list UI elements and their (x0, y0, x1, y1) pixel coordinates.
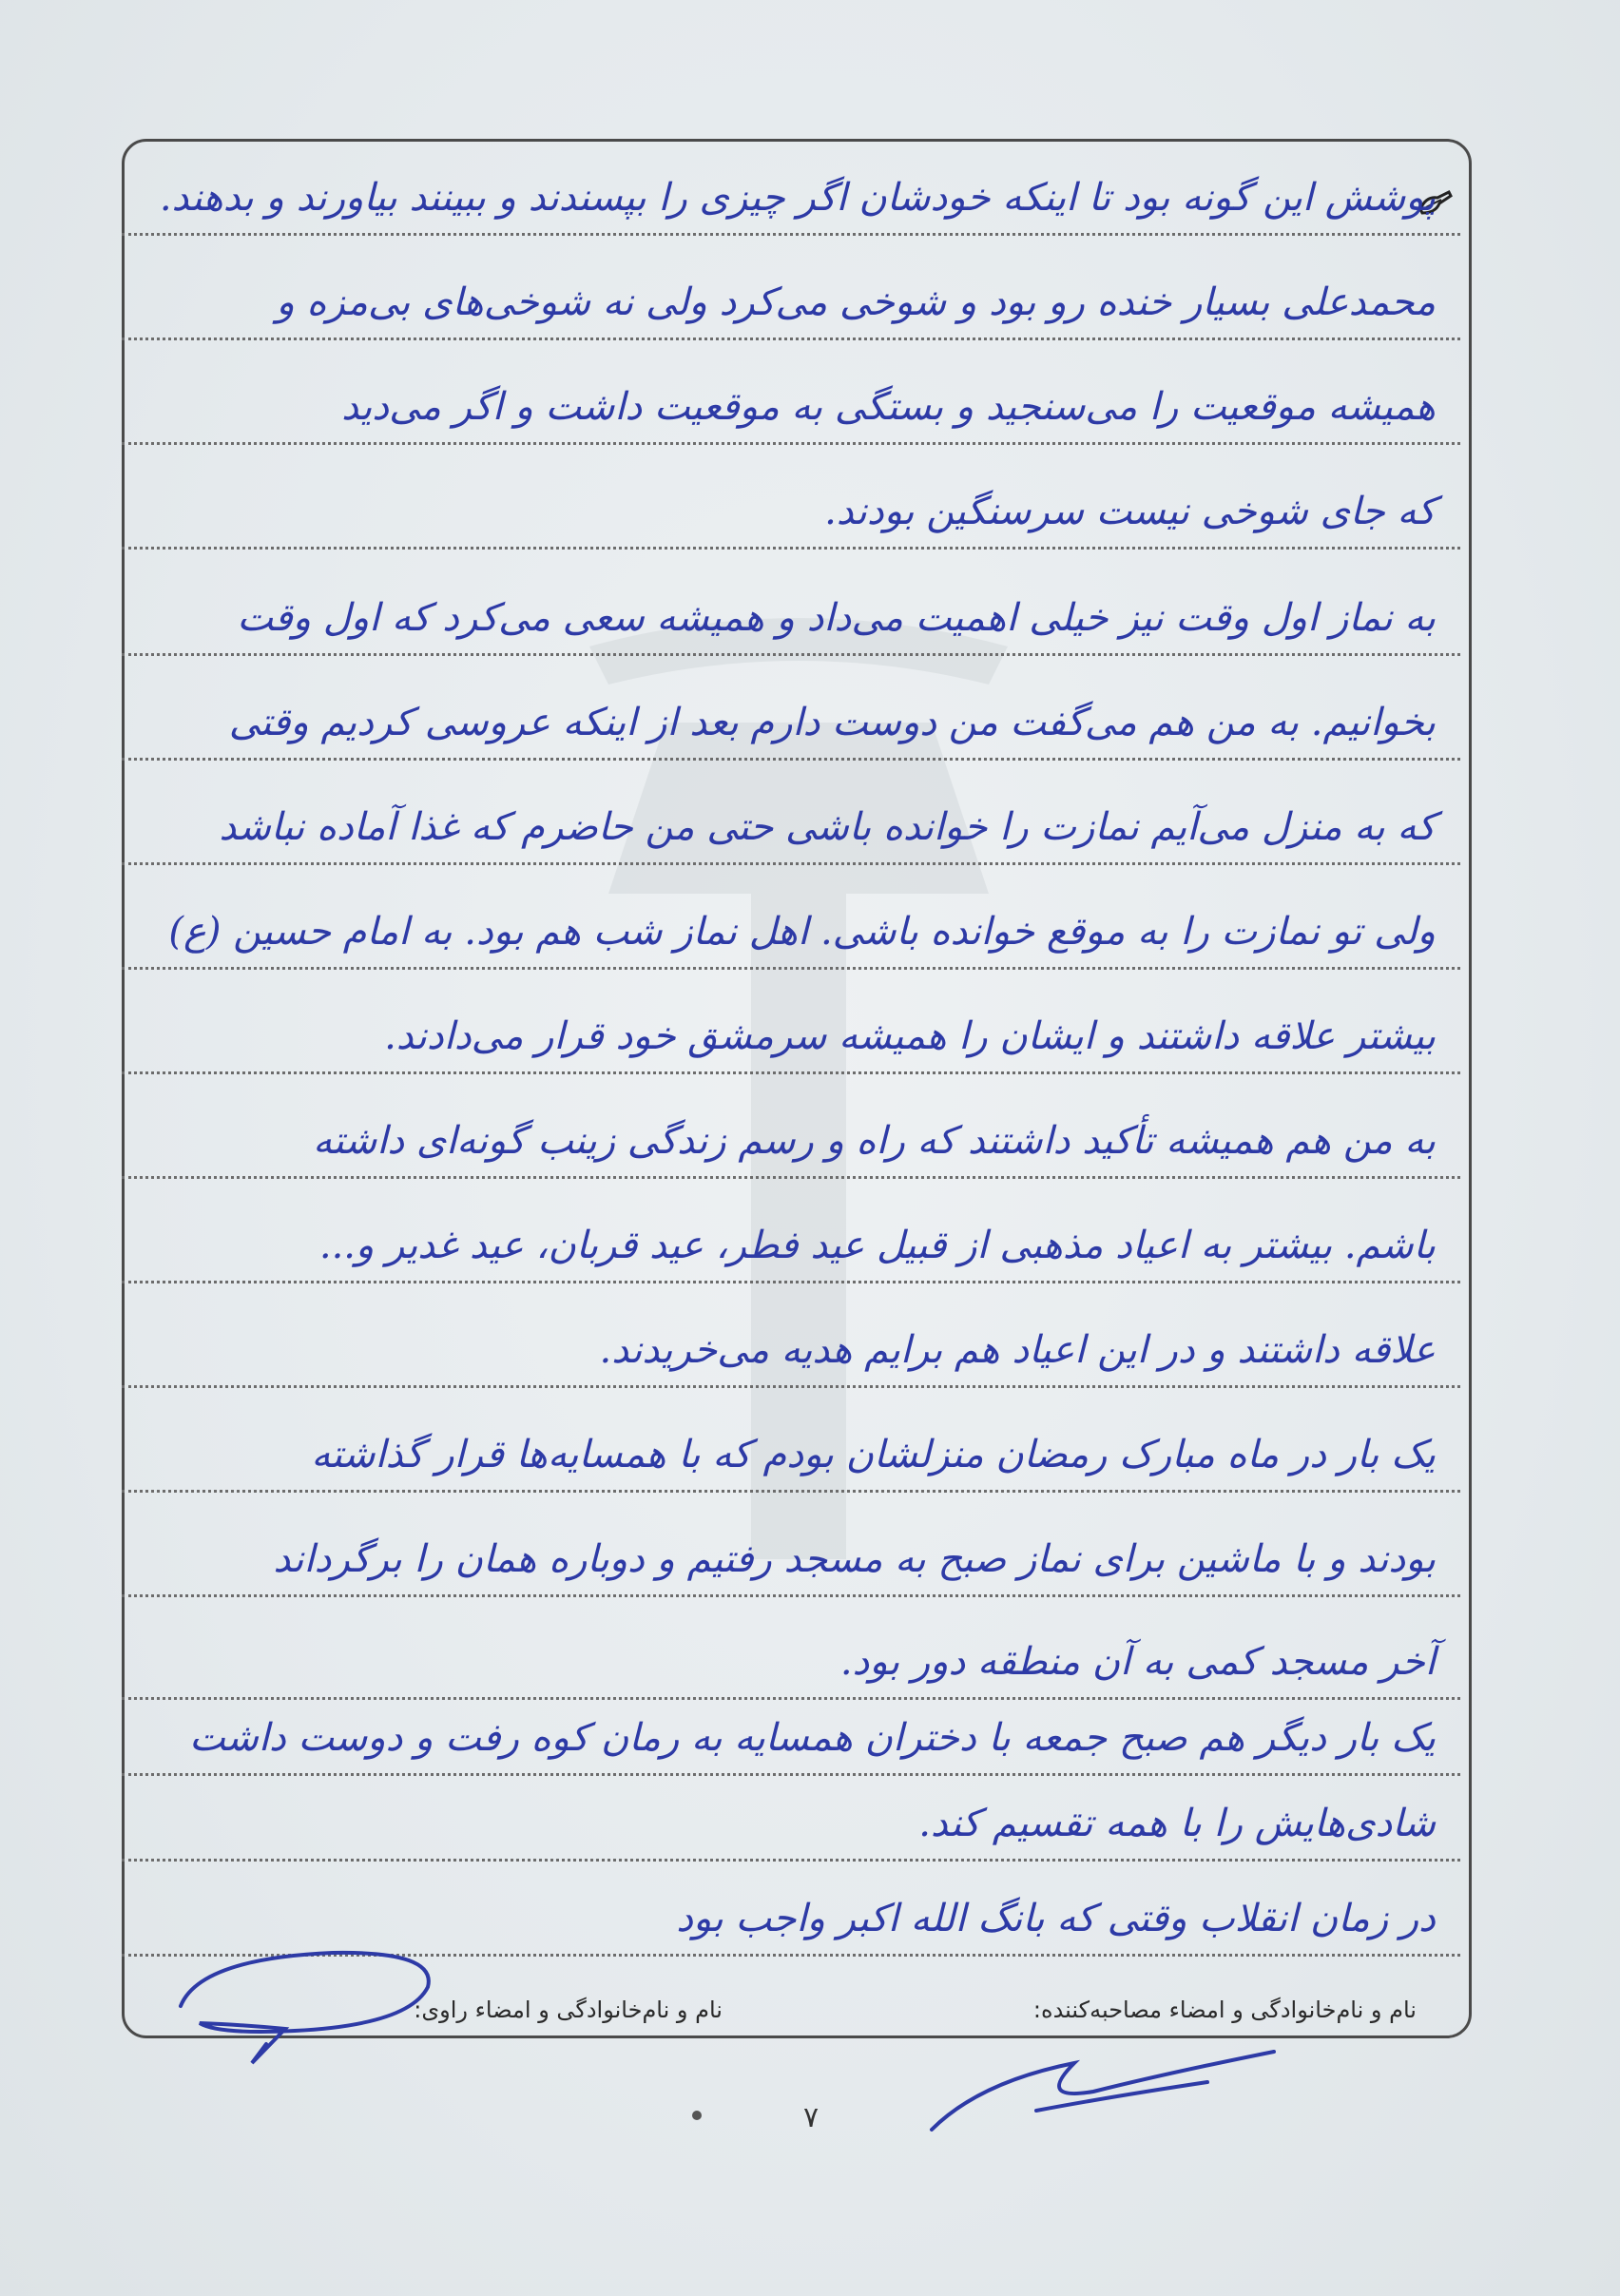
text-line (122, 264, 1460, 340)
line-text: به من هم همیشه تأکید داشتند که راه و رسم زندگی زینب گونه‌ای داشته (313, 1119, 1436, 1163)
text-line (122, 894, 1460, 970)
line-text: یک بار دیگر هم صبح جمعه با دختران همسایه به رمان کوه رفت و دوست داشت (189, 1716, 1436, 1760)
text-line (122, 685, 1460, 761)
text-line (122, 789, 1460, 865)
line-text: محمدعلی بسیار خنده رو بود و شوخی می‌کرد ولی نه شوخی‌های بی‌مزه و (276, 280, 1436, 324)
page-number: ۷ (803, 2101, 820, 2134)
line-text: به نماز اول وقت نیز خیلی اهمیت می‌داد و همیشه سعی می‌کرد که اول وقت (237, 596, 1436, 640)
text-line (122, 1785, 1460, 1862)
text-line (122, 1207, 1460, 1283)
line-text: همیشه موقعیت را می‌سنجید و بستگی به موقعیت داشت و اگر می‌دید (341, 385, 1436, 429)
line-text: که جای شوخی نیست سرسنگین بودند. (824, 490, 1436, 533)
line-text: شادی‌هایش را با همه تقسیم کند. (918, 1802, 1436, 1845)
interviewer-signature (922, 2044, 1283, 2149)
line-text: بخوانیم. به من هم می‌گفت من دوست دارم بعد از اینکه عروسی کردیم وقتی (228, 701, 1436, 744)
text-line (122, 998, 1460, 1074)
line-text: ولی تو نمازت را به موقع خوانده باشی. اهل نماز شب هم بود. به امام حسین (ع) (168, 910, 1436, 954)
text-line (122, 580, 1460, 656)
line-text: پوشش این گونه بود تا اینکه خودشان اگر چیزی را بپسندند و ببینند بیاورند و بدهند. (159, 176, 1436, 220)
text-line (122, 473, 1460, 550)
line-text: آخر مسجد کمی به آن منطقه دور بود. (839, 1640, 1436, 1684)
text-line (122, 1624, 1460, 1700)
text-line (122, 1417, 1460, 1493)
text-line (122, 1700, 1460, 1776)
text-line (122, 1103, 1460, 1179)
line-text: بیشتر علاقه داشتند و ایشان را همیشه سرمشق خود قرار می‌دادند. (384, 1014, 1436, 1058)
interviewer-signature-label: نام و نام‌خانوادگی و امضاء مصاحبه‌کننده: (1032, 1997, 1417, 2023)
line-text: در زمان انقلاب وقتی که بانگ الله اکبر واجب بود (676, 1897, 1436, 1940)
line-text: که به منزل می‌آیم نمازت را خوانده باشی حتی من حاضرم که غذا آماده نباشد (219, 805, 1436, 849)
text-line (122, 1521, 1460, 1597)
text-line (122, 1312, 1460, 1388)
line-text: بودند و با ماشین برای نماز صبح به مسجد رفتیم و دوباره همان را برگرداند (273, 1537, 1436, 1581)
line-text: علاقه داشتند و در این اعیاد هم برایم هدیه می‌خریدند. (599, 1328, 1436, 1372)
narrator-signature-label: نام و نام‌خانوادگی و امضاء راوی: (414, 1997, 723, 2023)
text-line (122, 369, 1460, 445)
page-dot (692, 2111, 702, 2120)
line-text: باشم. بیشتر به اعیاد مذهبی از قبیل عید فطر، عید قربان، عید غدیر و... (318, 1224, 1436, 1267)
narrator-signature (162, 1939, 456, 2073)
line-text: یک بار در ماه مبارک رمضان منزلشان بودم که با همسایه‌ها قرار گذاشته (311, 1433, 1436, 1476)
text-line (122, 160, 1460, 236)
